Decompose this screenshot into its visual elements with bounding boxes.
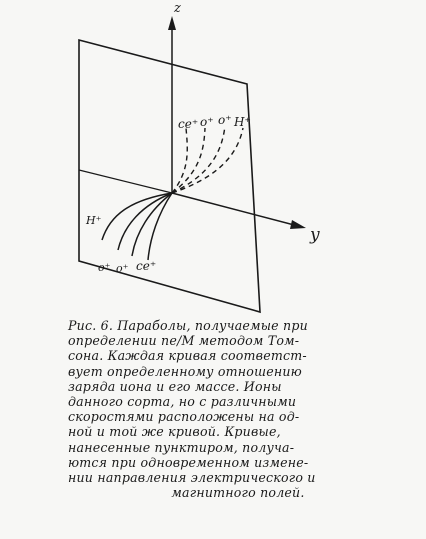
solid-parabolas xyxy=(102,193,172,260)
upper-label-4: H⁺ xyxy=(234,115,251,129)
horizontal-line xyxy=(79,170,172,193)
z-axis-arrow xyxy=(168,16,176,30)
caption-line: нии направления электрического и xyxy=(68,470,316,486)
lower-label-1: H⁺ xyxy=(86,214,102,227)
dashed-parabola-4 xyxy=(172,128,243,193)
y-axis-label: y xyxy=(310,225,320,245)
upper-label-3: o⁺ xyxy=(218,113,232,127)
caption-line: нанесенные пунктиром, получа- xyxy=(68,439,295,455)
caption-line: магнитного полей. xyxy=(171,485,305,501)
dashed-parabola-3 xyxy=(172,126,225,193)
caption-line: заряда иона и его массе. Ионы xyxy=(68,378,282,394)
upper-label-2: o⁺ xyxy=(200,115,214,129)
caption-line: Рис. 6. Параболы, получаемые при xyxy=(68,318,308,333)
caption-line: определении ne/M методом Том- xyxy=(68,333,300,349)
caption-line: вует определенному отношению xyxy=(68,363,302,379)
caption-line: сона. Каждая кривая соответст- xyxy=(68,348,307,364)
lower-label-3: o⁺ xyxy=(116,262,129,275)
caption-line: скоростями расположены на од- xyxy=(68,409,300,425)
upper-label-1: ce⁺ xyxy=(178,117,199,131)
dashed-parabolas xyxy=(172,126,243,193)
z-axis-label: z xyxy=(174,1,181,16)
dashed-parabola-1 xyxy=(172,128,187,193)
caption-line: ной и той же кривой. Кривые, xyxy=(68,424,281,440)
caption-line: данного сорта, но с различными xyxy=(68,394,297,410)
solid-parabola-1 xyxy=(102,193,172,240)
lower-label-2: o⁺ xyxy=(98,261,111,274)
y-axis xyxy=(172,193,298,226)
y-axis-arrow xyxy=(290,220,306,229)
lower-label-4: ce⁺ xyxy=(136,259,157,273)
figure-caption xyxy=(68,318,368,500)
caption-line: ются при одновременном измене- xyxy=(68,454,309,470)
